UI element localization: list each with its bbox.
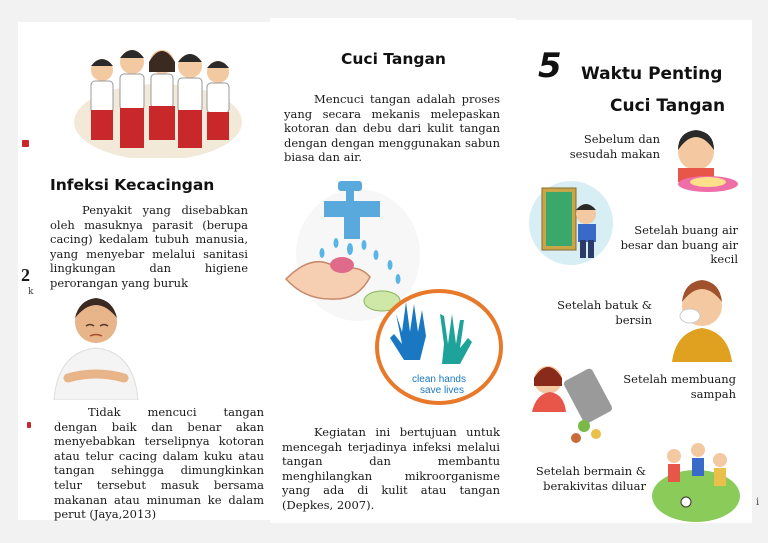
item-label-eat-line1: Sebelum dan: [583, 132, 660, 146]
left-paragraph-2: Tidak mencuci tangan dengan baik dan benar akan menyebabkan terselipnya kotoran atau telur cacing dalam kuku atau tangan sehingga dimungkinkan telur tersebut masuk bersama makanan atau minuman ke dalam perut (Jaya,2013): [54, 405, 264, 522]
item-label-toilet-line3: kecil: [710, 252, 738, 266]
woman-trash-icon: [526, 352, 618, 446]
students-group-illustration: [70, 40, 245, 158]
item-label-play-line1: Setelah bermain &: [535, 464, 646, 478]
item-label-toilet-line1: Setelah buang air: [634, 223, 738, 237]
item-label-trash-line1: Setelah membuang: [623, 372, 736, 386]
item-label-play-line2: berakivitas diluar: [543, 478, 646, 493]
item-label-cough-line1: Setelah batuk &: [557, 298, 652, 312]
middle-title: Cuci Tangan: [341, 50, 446, 68]
item-label-eat: [560, 132, 660, 161]
middle-paragraph-2: Kegiatan ini bertujuan untuk mencegah terjadinya infeksi melalui tangan dan membantu menghilangkan mikroorganisme yang ada di kulit atau tangan (Depkes, 2007).: [282, 425, 500, 512]
item-label-toilet: [612, 223, 738, 267]
page-number-suffix: k: [28, 287, 34, 297]
left-paragraph-1: Penyakit yang disebabkan oleh masuknya parasit (berupa cacing) kedalam tubuh manusia, yang menyebar melalui sanitasi lingkungan dan higiene perorangan yang buruk: [50, 203, 248, 290]
item-label-trash-line2: sampah: [690, 386, 736, 401]
left-title: Infeksi Kecacingan: [50, 176, 215, 194]
child-eating-icon: [664, 128, 740, 200]
item-label-cough: [548, 298, 652, 327]
badge-line-2: save lives: [420, 385, 464, 396]
clean-hands-badge: [374, 288, 504, 406]
item-label-cough-line2: bersin: [615, 312, 652, 327]
edge-mark: i: [756, 497, 760, 508]
right-title-line-1: Waktu Penting: [581, 64, 723, 84]
item-label-toilet-line2: besar dan buang air: [620, 237, 738, 252]
right-title-number: 5: [538, 46, 562, 86]
boy-toilet-icon: [526, 180, 616, 266]
decorative-red-mark: [22, 140, 29, 147]
boy-stomachache-illustration: [48, 292, 144, 400]
middle-paragraph-1: Mencuci tangan adalah proses yang secara mekanis melepaskan kotoran dan debu dari kulit tangan dengan dengan menggunakan sabun biasa dan air.: [284, 92, 500, 165]
boy-coughing-icon: [660, 278, 740, 362]
decorative-red-mark-2: [27, 422, 31, 428]
item-label-trash: [614, 372, 736, 401]
item-label-play: [530, 464, 646, 493]
kids-playing-football-icon: [650, 440, 742, 524]
page-number: 2: [21, 265, 30, 285]
item-label-eat-line2: sesudah makan: [569, 146, 660, 161]
right-title-line-2: Cuci Tangan: [610, 96, 726, 116]
badge-line-1: clean hands: [412, 374, 466, 385]
